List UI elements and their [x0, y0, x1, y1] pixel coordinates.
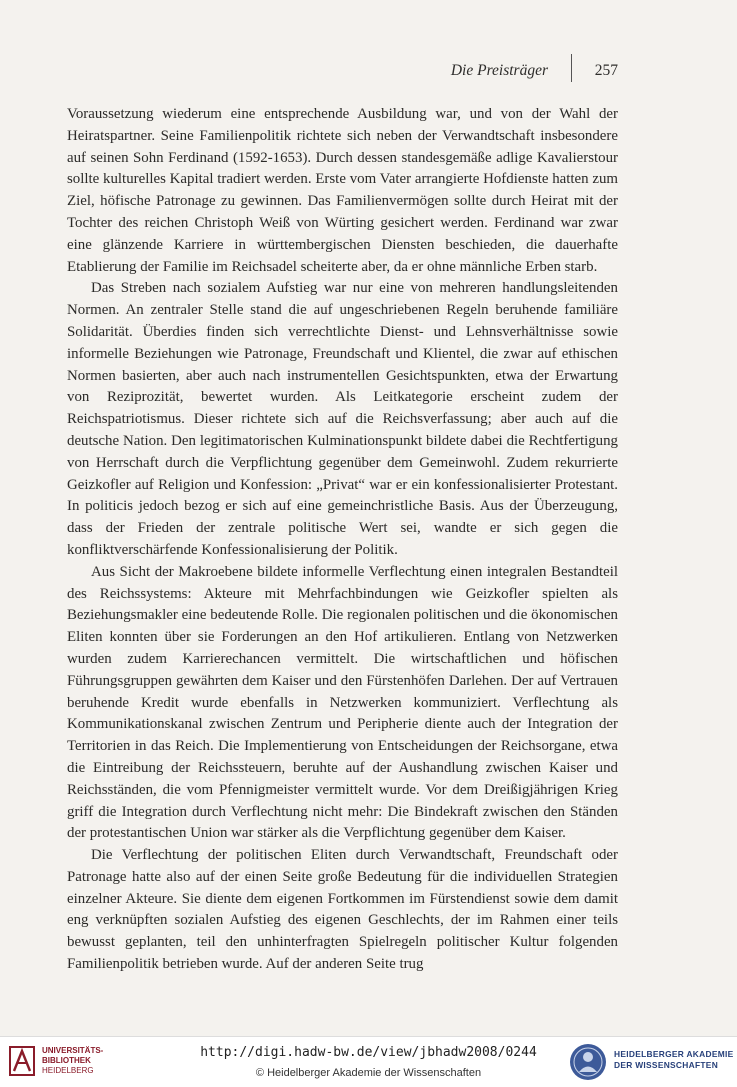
paragraph-2: Das Streben nach sozialem Aufstieg war nur eine von mehreren handlungsleitenden Normen. An zentraler Stelle stand die auf ungeschriebenen Regeln beruhende familiäre Solidarität. Überdies finden sich verrechtlichte Dienst- und Lehnsverhältnisse sowie informelle Beziehungen wie Patronage, Freundschaft und Klientel, die zwar auf ethischen Normen basierten, aber auch nach instrumentellen Gesichtspunkten, etwa der Erwartung von Reziprozität, bewertet wurden. Als Leitkategorie erscheint zudem der Reichspatriotismus. Dieser richtete sich auf die Reichsverfassung; aber auch auf die deutsche Nation. Den legitimatorischen Kulminationspunkt bildete dabei die Rechtfertigung von Herrschaft durch die Verpflichtung gegenüber dem Gemeinwohl. Zudem rekurrierte Geizkofler auf Religion und Konfession: „Privat“ war er ein konfessionalisierter Protestant. In politicis jedoch bezog er sich auf eine gemeinchristliche Basis. Aus der Überzeugung, dass der Frieden der zentrale politische Wert sei, wandte er sich gegen die konfliktverschärfende Konfessionalisierung der Politik.	[67, 280, 618, 558]
library-name-line1: UNIVERSITÄTS-	[42, 1046, 104, 1055]
page-header	[66, 58, 618, 84]
viewer-footer	[0, 1036, 737, 1087]
hadw-seal-icon[interactable]	[568, 1042, 608, 1082]
running-title: Die Preisträger	[450, 62, 548, 79]
paragraph-1: Voraussetzung wiederum eine entsprechende Ausbildung war, und von der Wahl der Heiratspartner. Seine Familienpolitik richtete sich neben der Verwandtschaft insbesondere auf seinen Sohn Ferdinand (1592-1653). Durch dessen standesgemäße adlige Kavalierstour sollte kulturelles Kapital tradiert werden. Erste vom Vater arrangierte Hofdienste hatten zum Ziel, höfische Patronage zu gewinnen. Das Familienvermögen sollte durch Heirat mit der Tochter des reichen Christoph Weiß von Würting gesichert werden. Ferdinand war zwar eine glänzende Karriere in württembergischen Diensten beschieden, die dauerhafte Etablierung der Familie im Reichsadel scheiterte aber, da er ohne männliche Erben starb.	[67, 106, 618, 275]
page-number: 257	[594, 62, 618, 79]
library-city: HEIDELBERG	[42, 1066, 94, 1075]
copyright-notice: © Heidelberger Akademie der Wissenschaften	[255, 1067, 482, 1079]
library-name-line2: BIBLIOTHEK	[42, 1056, 91, 1065]
academy-name-line1: HEIDELBERGER AKADEMIE	[614, 1049, 734, 1059]
academy-name-line2: DER WISSENSCHAFTEN	[614, 1060, 719, 1070]
header-divider	[571, 54, 572, 82]
paragraph-4: Die Verflechtung der politischen Eliten durch Verwandtschaft, Freundschaft oder Patronage hatte also auf der einen Seite große Bedeutung für die individuellen Strategien einzelner Akteure. Sie diente dem eigenen Fortkommen im Fürstendienst sowie dem damit eng verknüpften sozialen Aufstieg des eigenen Geschlechts, der im Rahmen einer teils bewusst geplanten, teil den unhinterfragten Spielregeln politischer Kultur folgenden Familienpolitik betrieben wurde. Auf der anderen Seite trug	[67, 847, 618, 973]
paragraph-3: Aus Sicht der Makroebene bildete informelle Verflechtung einen integralen Bestandteil des Reichssystems: Akteure mit Mehrfachbindungen wie Geizkofler spielten als Beziehungsmakler eine bedeutende Rolle. Die regionalen politischen und die ökonomischen Eliten konnten über sie Forderungen an den Hof artikulieren. Entlang von Netzwerken wurden zudem Karrierechancen vermittelt. Die wirtschaftlichen und höfischen Führungsgruppen gewährten dem Kaiser und den Fürstenhöfen Darlehen. Der auf Vertrauen beruhende Kredit wurde ebenfalls in Netzwerken kommuniziert. Verflechtung als Kommunikationskanal zwischen Zentrum und Peripherie diente auch der Integration der Territorien in das Reich. Die Implementierung von Entscheidungen der Reichsorgane, etwa die Eintreibung der Reichssteuern, beruhte auf der Aushandlung zwischen Kaiser und Reichsständen, die vom Pfennigmeister vermittelt wurde. Vor dem Dreißigjährigen Krieg griff die Integration durch Verflechtung nicht mehr: Die Bindekraft zwischen den Ständen der protestantischen Union war stärker als die Verpflichtung gegenüber dem Kaiser.	[67, 563, 618, 842]
body-text	[67, 104, 618, 976]
permalink-url[interactable]: http://digi.hadw-bw.de/view/jbhadw2008/0244	[200, 1045, 537, 1060]
academy-name[interactable]	[614, 1049, 734, 1071]
